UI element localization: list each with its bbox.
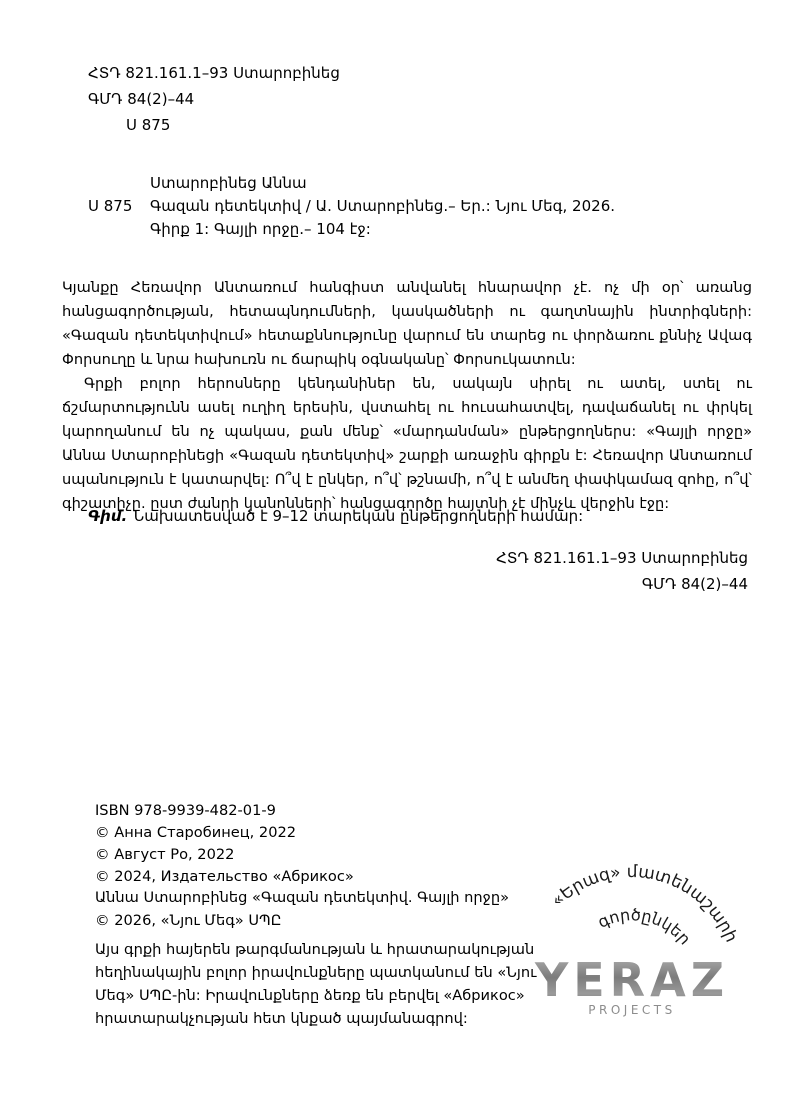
armenian-edition-block	[95, 886, 509, 932]
catalog-author-sign: Ս 875	[88, 197, 133, 215]
logo-arc-line2: գործընկեր	[594, 905, 695, 949]
annotation-paragraph-2: Գրքի բոլոր հերոսները կենդանիներ են, սակայն սիրել ու ատել, ստել ու ճշմարտությունն ասել ուղիղ երեսին, վստահել ու հուսահատվել, դավաճանել ու փրկել կարողանում են ոչ պակաս, քան մենք՝ «մարդանման» ընթերցողներս: «Գայլի որջը» Աննա Ստարոբինեցի «Գազան դետեկտիվ» շարքի առաջին գիրքն է: Հեռավոր Անտառում սպանություն է կատարվել: Ո՞վ է ընկեր, ո՞վ՝ թշնամի, ո՞վ է անմեղ փափկամազ զոհը, ո՞վ՝ գիշատիչը. ըստ ժանրի կանոնների՝ հանցագործը հայտնի չէ մինչև վերջին էջը:	[62, 375, 752, 512]
edition-title-line: Աննա Ստարոբինեց «Գազան դետեկտիվ. Գայլի որջը»	[95, 889, 510, 906]
isbn-line: ISBN 978-9939-482-01-9	[95, 802, 276, 819]
copyright-publisher-ru: © 2024, Издательство «Абрикос»	[95, 868, 354, 885]
yeraz-logo-graphic	[516, 848, 758, 1026]
logo-wordmark: YERAZ	[534, 953, 730, 1007]
catalog-card	[88, 172, 615, 241]
logo-arc-line1: «Երազ» մատենաշարի	[547, 861, 742, 946]
bbk-line: ԳՄԴ 84(2)–44	[88, 90, 195, 108]
bibliographic-index-top	[88, 60, 340, 138]
udc-line: ՀՏԴ 821.161.1–93 Ստարոբինեց	[88, 64, 340, 82]
copyright-author: © Анна Старобинец, 2022	[95, 824, 297, 841]
catalog-label-empty	[88, 218, 150, 241]
logo-subtitle: PROJECTS	[588, 1003, 676, 1017]
copyright-publisher-am: © 2026, «Նյու Մեգ» ՍՊԸ	[95, 912, 282, 929]
yeraz-logo	[516, 848, 758, 1030]
logo-arc-text	[543, 848, 752, 960]
svg-text:գործընկեր	[592, 896, 699, 950]
isbn-copyright-block	[95, 800, 354, 888]
catalog-author: Ստարոբինեց Աննա	[150, 174, 307, 192]
annotation	[62, 276, 752, 516]
catalog-label-empty	[88, 172, 150, 195]
svg-text:«Երազ» մատենաշարի	[545, 848, 752, 949]
age-note-text: Նախատեսված է 9–12 տարեկան ընթերցողների համար:	[133, 507, 584, 525]
author-sign-line: Ս 875	[126, 116, 171, 134]
udc-line: ՀՏԴ 821.161.1–93 Ստարոբինեց	[496, 549, 748, 567]
bibliographic-index-right	[496, 545, 748, 597]
annotation-paragraph-1: Կյանքը Հեռավոր Անտառում հանգիստ անվանել հնարավոր չէ. ոչ մի օր՝ առանց հանցագործության, հետապնդումների, կասկածների ու գաղտնային ինտրիգների: «Գազան դետեկտիվում» հետաքննությունը վարում են տարեց ու փորձառու քննիչ Ավագ Փորսուղը և նրա հախուռն ու ճարպիկ օգնականը՝ Փորսուկատուն:	[62, 279, 752, 368]
age-recommendation	[88, 507, 583, 525]
copyright-illustrator: © Август Ро, 2022	[95, 846, 235, 863]
catalog-book-line: Գիրք 1: Գայլի որջը.– 104 էջ:	[150, 220, 371, 238]
bbk-line: ԳՄԴ 84(2)–44	[641, 575, 748, 593]
rights-note: Այս գրքի հայերեն թարգմանության և հրատարակության հեղինակային բոլոր իրավունքները պատկանում են «Նյու Մեգ» ՍՊԸ-ին: Իրավունքները ձեռք են բերվել «Абрикос» հրատարակչության հետ կնքած պայմանագրով:	[95, 941, 537, 1027]
age-note-prefix: Գիմ.	[88, 507, 128, 525]
catalog-title-line: Գազան դետեկտիվ / Ա. Ստարոբինեց.– Եր.: Նյու Մեգ, 2026.	[150, 197, 615, 215]
